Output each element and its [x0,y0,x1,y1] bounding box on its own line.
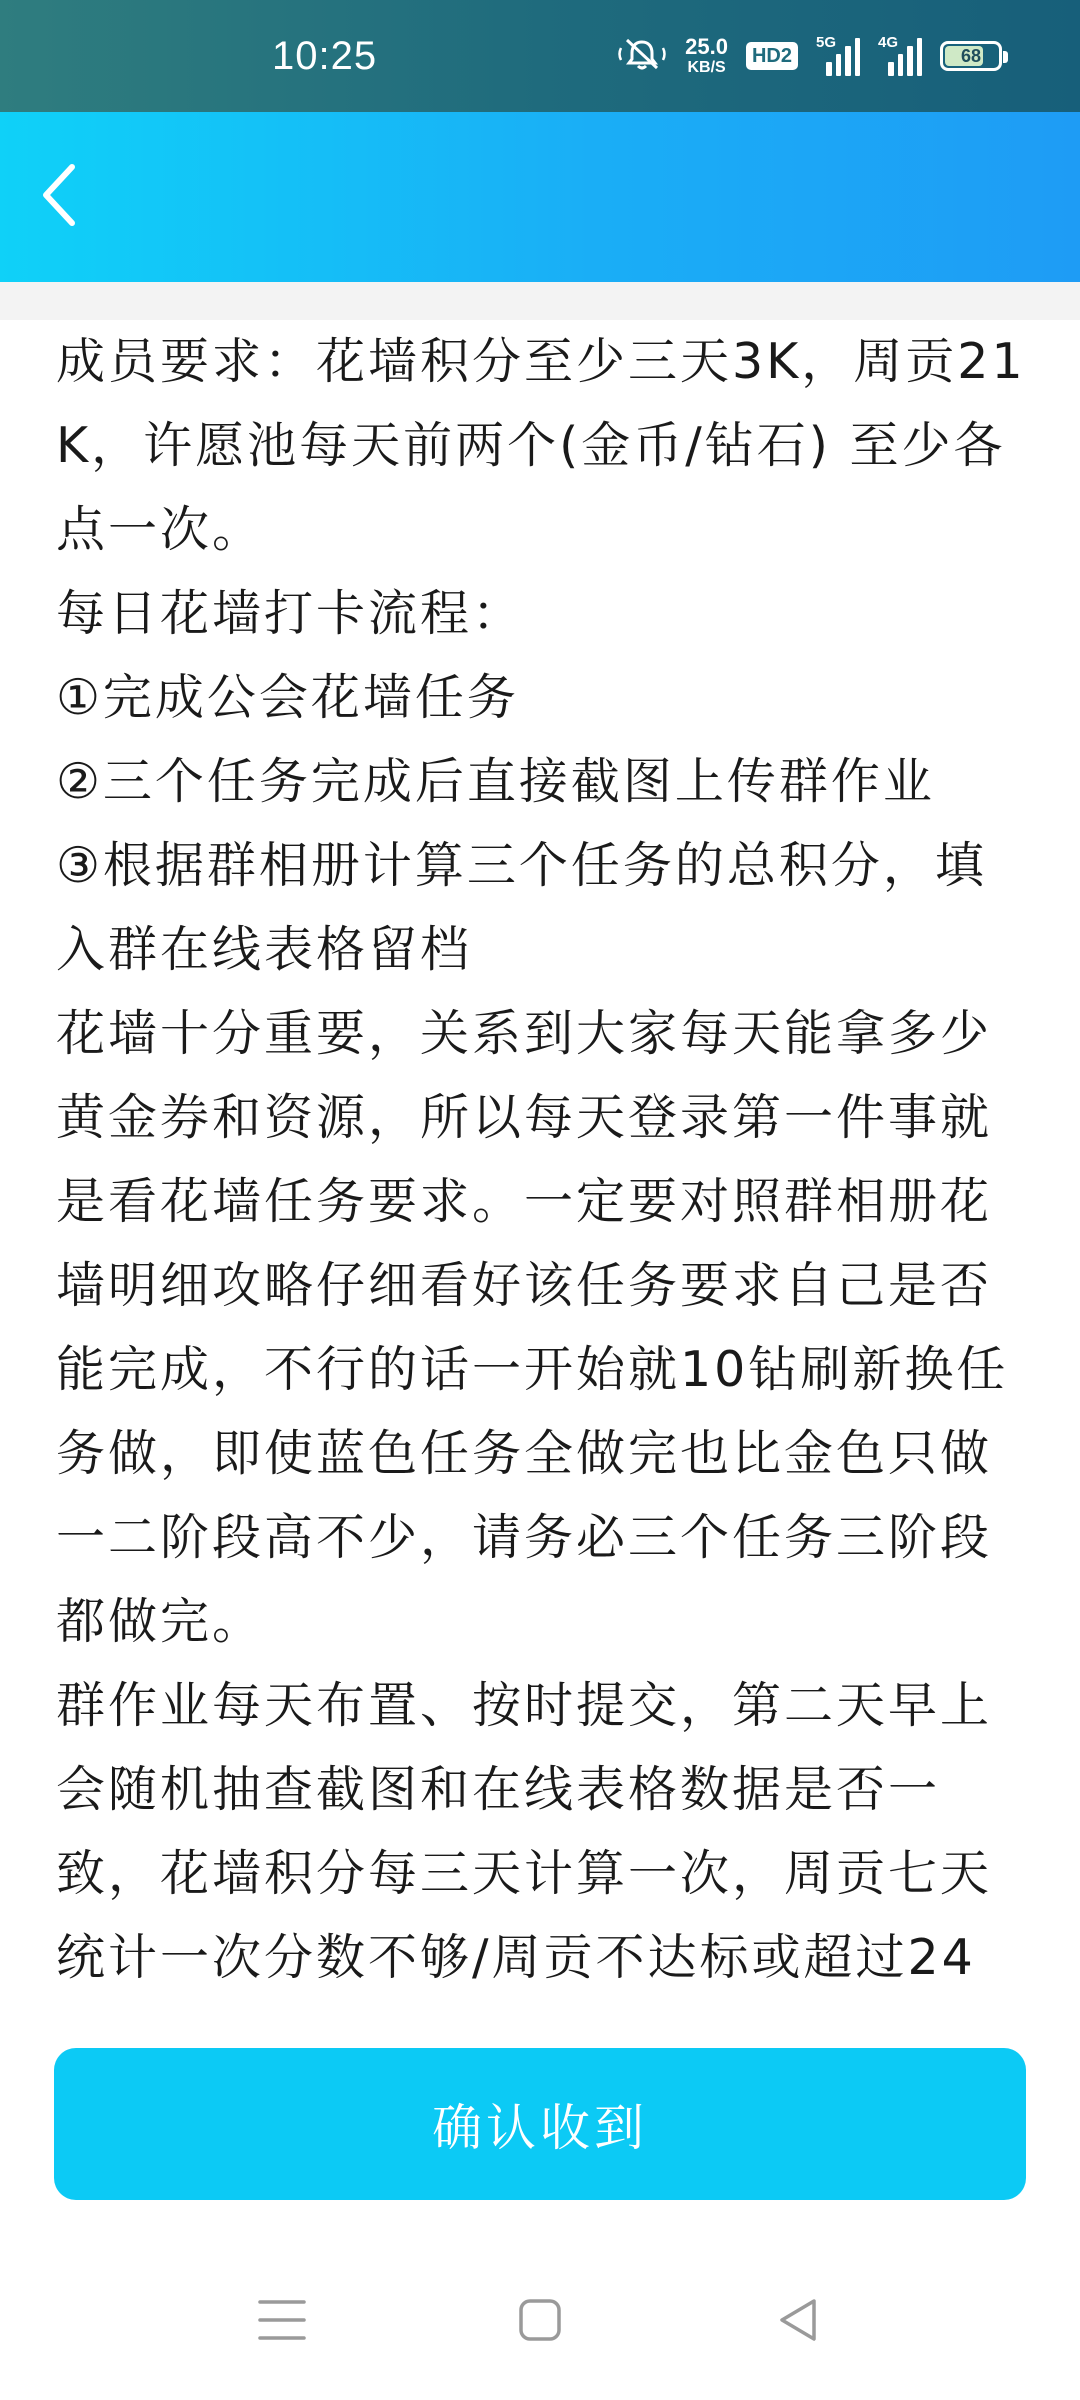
signal-4g-icon [878,36,922,76]
hd-icon: HD2 [746,42,798,70]
home-square-icon [518,2298,562,2346]
process-step-3: ③根据群相册计算三个任务的总积分，填入群在线表格留档 [56,837,987,978]
process-step-2: ②三个任务完成后直接截图上传群作业 [56,753,935,810]
battery-level: 68 [960,45,982,66]
back-nav-button[interactable] [766,2290,830,2354]
requirements-paragraph: 成员要求：花墙积分至少三天3K，周贡21K，许愿池每天前两个(金币/钻石) 至少各点一次。 [56,333,1026,558]
mute-bell-icon [617,36,667,76]
confirm-received-button[interactable]: 确认收到 [54,2048,1026,2200]
signal-4g-label: 4G [878,34,899,51]
battery-icon [940,41,1002,71]
status-time: 10:25 [272,34,378,78]
header-divider [0,282,1080,320]
app-header [0,112,1080,282]
network-speed-value: 25.0 [685,34,728,59]
homework-paragraph: 群作业每天布置、按时提交，第二天早上会随机抽查截图和在线表格数据是否一致，花墙积分每三天计算一次，周贡七天统计一次分数不够/周贡不达标或超过24 [56,1677,993,1986]
status-icons [617,34,1002,78]
importance-paragraph: 花墙十分重要，关系到大家每天能拿多少黄金券和资源，所以每天登录第一件事就是看花墙任务要求。一定要对照群相册花墙明细攻略仔细看好该任务要求自己是否能完成，不行的话一开始就10钻刷新换任务做，即使蓝色任务全做完也比金色只做一二阶段高不少，请务必三个任务三阶段都做完。 [56,1005,1009,1650]
menu-button[interactable] [250,2290,314,2354]
signal-5g-icon [816,36,860,76]
network-speed [685,36,728,76]
home-button[interactable] [508,2290,572,2354]
network-speed-unit: KB/S [687,59,726,76]
back-button[interactable] [20,157,100,237]
status-bar [0,0,1080,112]
signal-5g-label: 5G [816,34,837,51]
process-step-1: ①完成公会花墙任务 [56,669,519,726]
checkin-process-heading: 每日花墙打卡流程： [56,585,525,642]
notice-content [56,320,1036,2000]
back-triangle-icon [776,2296,820,2348]
system-nav-bar [0,2240,1080,2400]
chevron-left-icon [40,163,80,231]
menu-icon [258,2298,306,2346]
